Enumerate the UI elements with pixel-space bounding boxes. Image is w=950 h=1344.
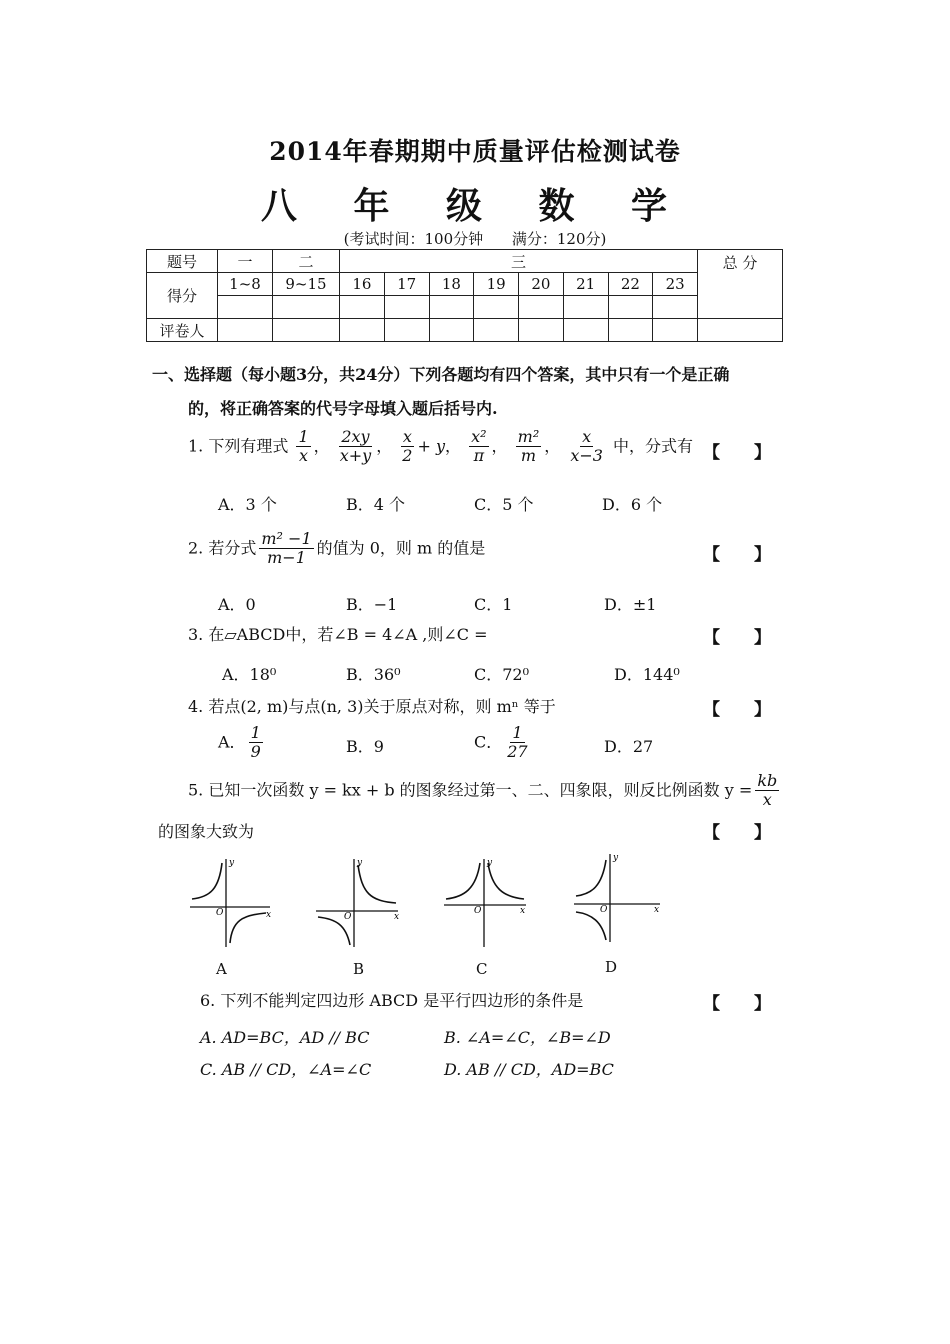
graph-b-x-label: x (394, 912, 400, 922)
range-cell: 22 (608, 273, 653, 296)
section-header-1: 一 (218, 250, 273, 273)
q2-option-a: A．0 (218, 595, 256, 614)
question-3: 3. 在▱ABCD中，若∠B = 4∠A ,则∠C = (188, 625, 488, 644)
score-cell[interactable] (384, 296, 429, 319)
q4-option-c: C． $\frac{1}{27}$ (474, 723, 528, 762)
graph-a-y-label: y (229, 858, 235, 868)
score-cell[interactable] (608, 296, 653, 319)
graph-a (186, 855, 272, 950)
row-label-score: 得分 (147, 273, 218, 319)
q2-option-c: C．1 (474, 595, 513, 614)
graph-d (570, 850, 662, 945)
question-5-line2: 的图象大致为 (158, 822, 255, 841)
section-header-2: 二 (273, 250, 340, 273)
question-1: 1. 下列有理式 $\frac{1}{x}$ ， $\frac{2xy}{x+y}$ ， $\frac{x}{2}$ + y， $\frac{\text{x²}}{\pi}$ ， $\frac{\text{m²}}{m}$ ， $\frac{x}{x-3}$ 中，分式有 (188, 427, 694, 466)
grader-cell[interactable] (653, 319, 698, 342)
grader-cell[interactable] (429, 319, 474, 342)
question-2: 2. 若分式 $\frac{\text{m² −1}}{m-1}$ 的值为 0，则 m 的值是 (188, 529, 486, 568)
range-cell: 18 (429, 273, 474, 296)
section1-line1: 一、选择题（每小题3分，共24分）下列各题均有四个答案，其中只有一个是正确 (152, 365, 730, 384)
q4-option-b: B．9 (346, 737, 384, 756)
range-cell: 1~8 (218, 273, 273, 296)
grader-cell[interactable] (474, 319, 519, 342)
q4-answer-bracket[interactable]: 【 】 (703, 700, 771, 720)
q4-option-d: D．27 (604, 737, 654, 756)
q2-answer-bracket[interactable]: 【 】 (703, 545, 771, 565)
grader-cell[interactable] (608, 319, 653, 342)
section-header-3: 三 (340, 250, 698, 273)
graph-a-x-label: x (266, 910, 272, 920)
range-cell: 16 (340, 273, 385, 296)
q6-answer-bracket[interactable]: 【 】 (703, 994, 771, 1014)
q6-option-a: A. AD=BC，AD // BC (200, 1028, 370, 1047)
exam-time: (考试时间：100分钟 (343, 230, 484, 248)
section1-line2: 的，将正确答案的代号字母填入题后括号内. (188, 399, 498, 418)
graph-d-y-label: y (613, 853, 619, 863)
grader-cell[interactable] (519, 319, 564, 342)
score-cell[interactable] (653, 296, 698, 319)
row-label-grader: 评卷人 (147, 319, 218, 342)
score-cell[interactable] (429, 296, 474, 319)
q1-frac-5: $\frac{\text{m²}}{m}$ (517, 427, 540, 466)
q2-option-b: B．−1 (346, 595, 398, 614)
score-cell[interactable] (218, 296, 273, 319)
q4-option-a: A． $\frac{1}{9}$ (218, 723, 261, 762)
row-label-question: 题号 (147, 250, 218, 273)
range-cell: 23 (653, 273, 698, 296)
q1-frac-4: $\frac{\text{x²}}{\pi}$ (471, 427, 487, 466)
graph-b-origin: O (344, 912, 352, 922)
q1-prefix: 1. 下列有理式 (188, 436, 289, 456)
q1-frac-2: $\frac{2xy}{x+y}$ (339, 427, 372, 466)
q3-option-b: B．36⁰ (346, 665, 401, 684)
graph-c-x-label: x (520, 906, 526, 916)
range-cell: 20 (519, 273, 564, 296)
graph-b-y-label: y (357, 858, 363, 868)
question-5: 5. 已知一次函数 y = kx + b 的图象经过第一、二、四象限，则反比例函数 y = $\frac{kb}{x}$ (188, 771, 778, 810)
graph-b (312, 855, 402, 950)
score-table (146, 249, 783, 342)
graph-c (440, 855, 530, 950)
q1-frac-1: $\frac{1}{x}$ (298, 427, 309, 466)
grader-cell[interactable] (218, 319, 273, 342)
q3-option-c: C．72⁰ (474, 665, 530, 684)
q2-frac: $\frac{\text{m² −1}}{m-1}$ (261, 529, 312, 568)
q1-answer-bracket[interactable]: 【 】 (703, 443, 771, 463)
q1-option-d: D．6 个 (602, 495, 663, 514)
range-cell: 17 (384, 273, 429, 296)
q1-frac-3: $\frac{x}{2}$ (402, 427, 413, 466)
grader-cell[interactable] (340, 319, 385, 342)
q5-answer-bracket[interactable]: 【 】 (703, 823, 771, 843)
grader-cell[interactable] (563, 319, 608, 342)
q3-option-a: A．18⁰ (222, 665, 277, 684)
question-4: 4. 若点(2, m)与点(n, 3)关于原点对称，则 mⁿ 等于 (188, 697, 556, 716)
range-cell: 21 (563, 273, 608, 296)
score-cell[interactable] (340, 296, 385, 319)
range-cell: 9~15 (273, 273, 340, 296)
q6-option-b: B. ∠A=∠C，∠B=∠D (444, 1028, 611, 1047)
grader-cell[interactable] (384, 319, 429, 342)
q1-frac-6: $\frac{x}{x-3}$ (570, 427, 603, 466)
graph-d-x-label: x (654, 905, 660, 915)
question-6: 6. 下列不能判定四边形 ABCD 是平行四边形的条件是 (200, 991, 584, 1010)
graph-d-origin: O (600, 905, 608, 915)
q6-option-c: C. AB // CD，∠A=∠C (200, 1060, 372, 1079)
range-cell: 19 (474, 273, 519, 296)
q2-option-d: D．±1 (604, 595, 657, 614)
q5-frac: $\frac{kb}{x}$ (757, 771, 778, 810)
q1-option-a: A．3 个 (218, 495, 277, 514)
grader-cell[interactable] (698, 319, 783, 342)
graph-label-d: D (605, 958, 618, 976)
q1-option-b: B．4 个 (346, 495, 406, 514)
q3-option-d: D．144⁰ (614, 665, 680, 684)
graph-c-y-label: y (487, 858, 493, 868)
subject-title: 八 年 级 数 学 (260, 185, 690, 227)
graph-label-b: B (353, 960, 365, 978)
graph-label-c: C (476, 960, 488, 978)
score-cell[interactable] (519, 296, 564, 319)
exam-title: 2014年春期期中质量评估检测试卷 (269, 137, 681, 166)
graph-label-a: A (216, 960, 227, 978)
graph-c-origin: O (474, 906, 482, 916)
total-score-header: 总 分 (698, 250, 783, 319)
full-score: 满分：120分) (511, 230, 607, 248)
exam-info (0, 228, 950, 249)
score-cell[interactable] (474, 296, 519, 319)
q6-option-d: D. AB // CD，AD=BC (444, 1060, 614, 1079)
score-cell[interactable] (273, 296, 340, 319)
graph-a-origin: O (216, 908, 224, 918)
q1-suffix: 中，分式有 (613, 436, 694, 456)
q1-option-c: C．5 个 (474, 495, 534, 514)
q3-answer-bracket[interactable]: 【 】 (703, 628, 771, 648)
grader-cell[interactable] (273, 319, 340, 342)
score-cell[interactable] (563, 296, 608, 319)
